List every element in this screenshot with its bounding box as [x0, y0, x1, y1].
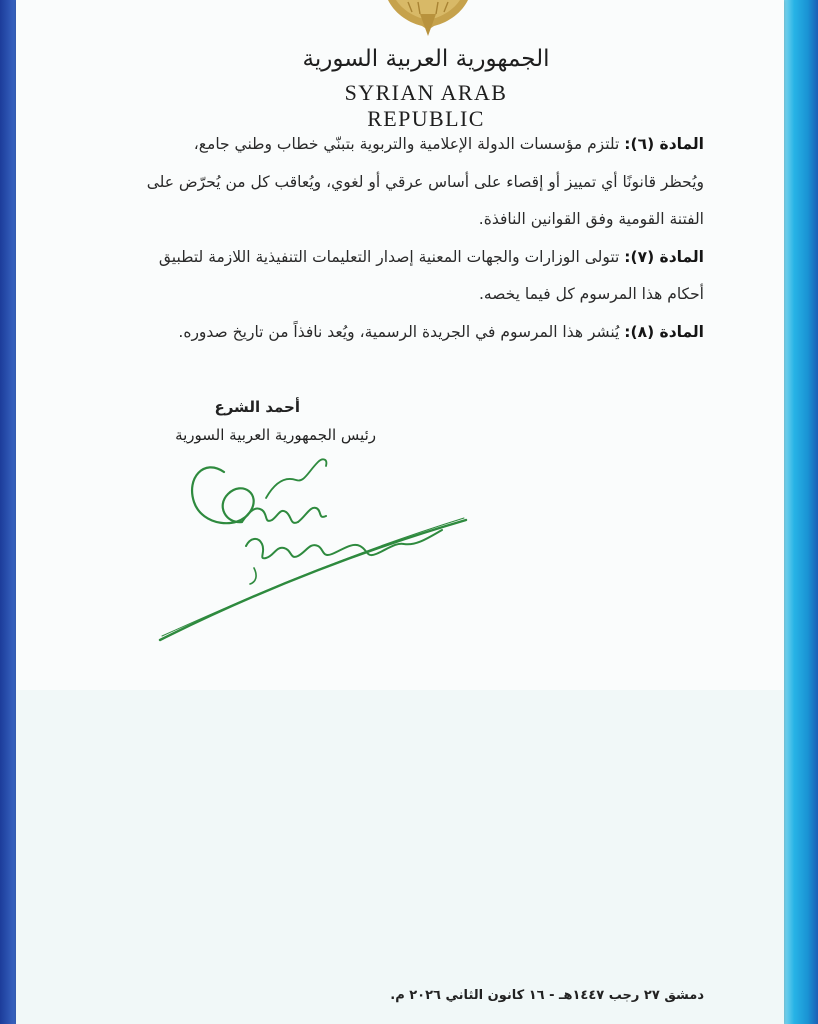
signer-title: رئيس الجمهورية العربية السورية [175, 426, 376, 444]
article-7-text-2: أحكام هذا المرسوم كل فيما يخصه. [478, 285, 704, 303]
article-7-line-1 [108, 239, 704, 277]
article-6-text-1: تلتزم مؤسسات الدولة الإعلامية والتربوية بتبنّي خطاب وطني جامع، [193, 135, 620, 153]
right-edge-strip [784, 0, 818, 1024]
article-6-line-3 [108, 201, 704, 239]
article-6-label: المادة (٦): [624, 135, 704, 153]
letterhead-arabic-title: الجمهورية العربية السورية [302, 46, 550, 72]
left-edge-strip [0, 0, 16, 1024]
decree-body [108, 126, 704, 351]
eagle-emblem-icon [380, 0, 476, 36]
article-6-line-2 [108, 164, 704, 202]
decree-date: دمشق ٢٧ رجب ١٤٤٧هـ - ١٦ كانون الثاني ٢٠٢٦ م. [390, 988, 704, 1003]
article-8-line-1 [108, 314, 704, 352]
article-6-text-2: ويُحظر قانونًا أي تمييز أو إقصاء على أساس عرقي أو لغوي، ويُعاقب كل من يُحرّض على [146, 172, 704, 191]
signatory-block [116, 393, 376, 449]
sheet-lower-tint [16, 690, 784, 1024]
handwritten-signature-icon [146, 450, 476, 645]
article-7-text-1: تتولى الوزارات والجهات المعنية إصدار التعليمات التنفيذية اللازمة لتطبيق [158, 247, 620, 266]
article-6-text-3: الفتنة القومية وفق القوانين النافذة. [478, 210, 704, 228]
letterhead-sheet [16, 0, 784, 1024]
article-7-label: المادة (٧): [624, 247, 704, 266]
article-8-label: المادة (٨): [624, 322, 704, 341]
letterhead-english-title: SYRIAN ARAB REPUBLIC [344, 80, 508, 131]
article-6-line-1 [108, 126, 704, 164]
signer-name: أحمد الشرع [214, 398, 300, 416]
article-7-line-2 [108, 276, 704, 314]
article-8-text-1: يُنشر هذا المرسوم في الجريدة الرسمية، ويُعد نافذاً من تاريخ صدوره. [178, 322, 620, 341]
